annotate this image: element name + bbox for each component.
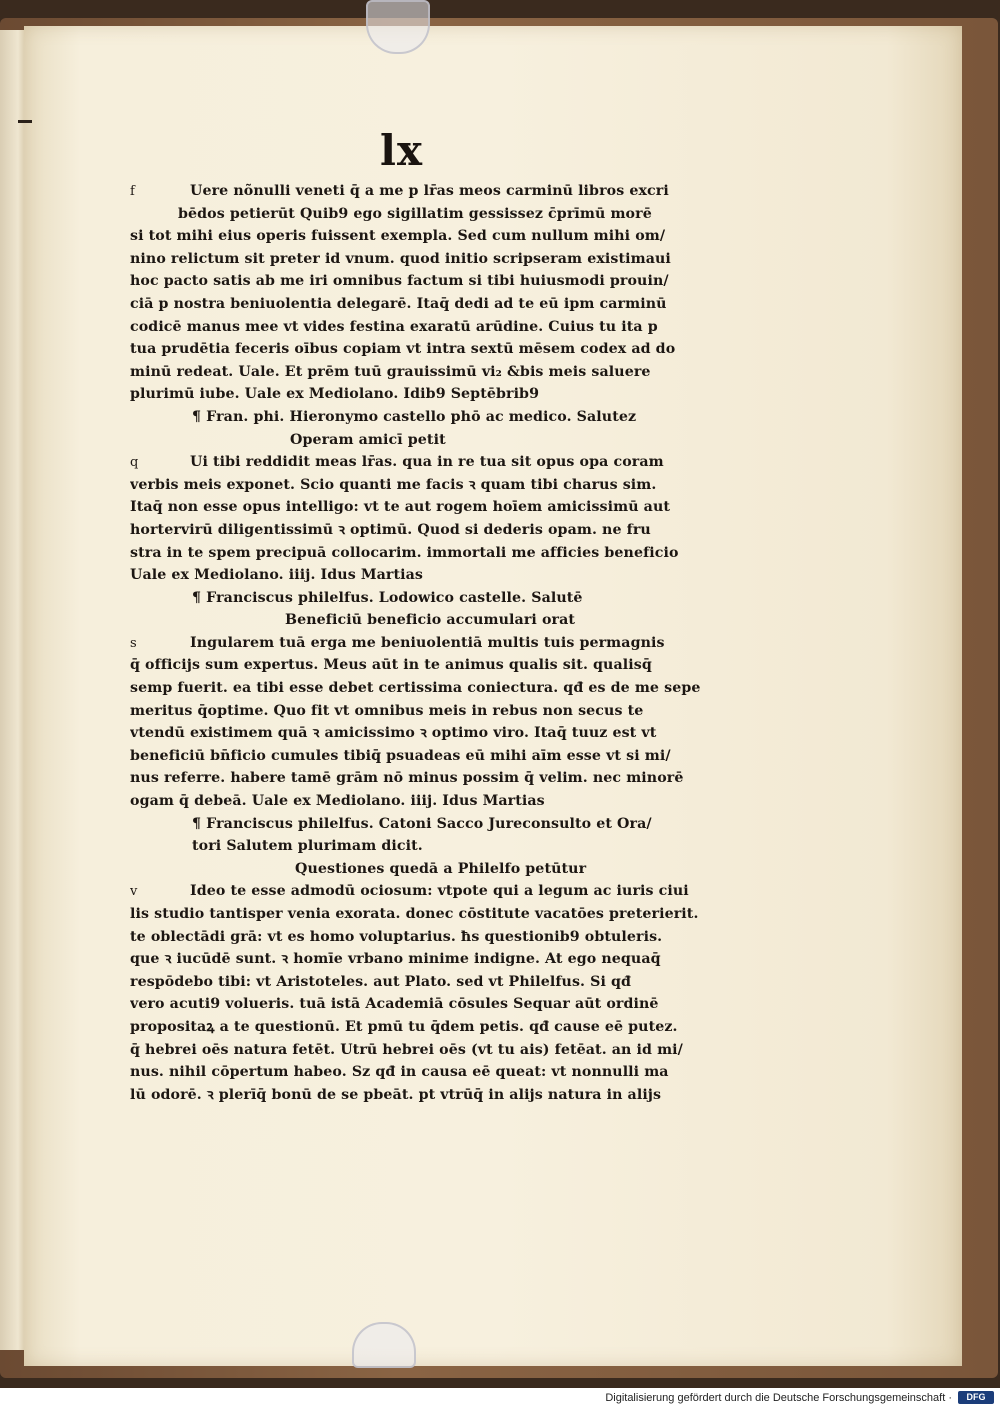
line-text: nus referre. habere tamē grām nō minus possim q̄ velim. nec minorē (130, 770, 684, 787)
text-line (130, 1039, 740, 1062)
line-text: codicē manus mee vt vides festina exaratū arūdine. Cuius tu ita p (130, 318, 658, 335)
line-text: tua prudētia feceris oībus copiam vt intra sextū mēsem codex ad do (130, 341, 676, 358)
text-line (130, 700, 740, 723)
line-text: hortervirū diligentissimū ꝛ optimū. Quod si dederis opam. ne fru (130, 521, 651, 538)
line-text: nus. nihil cōpertum habeo. Sz qđ in causa eē queat: vt nonnulli ma (130, 1064, 669, 1081)
line-text: q̄ officijs sum expertus. Meus aūt in te animus qualis sit. qualisq̄ (130, 657, 652, 674)
line-text: si tot mihi eius operis fuissent exempla. Sed cum nullum mihi om/ (130, 228, 666, 245)
line-text: minū redeat. Uale. Et prēm tuū grauissimū vi₂ &bis meis saluere (130, 363, 651, 380)
text-line (130, 316, 740, 339)
guide-letter: f (130, 184, 135, 199)
line-text: propositaꝝ a te questionū. Et pmū tu q̄dem petis. qđ cause eē putez. (130, 1018, 678, 1035)
line-text: ¶ Fran. phi. Hieronymo castello phō ac medico. Salutez (192, 408, 637, 425)
line-text: q̄ hebrei oēs natura fetēt. Utrū hebrei oēs (vt tu ais) fetēat. an id mi/ (130, 1041, 683, 1058)
text-line (130, 1084, 740, 1107)
page-clip-top (366, 0, 430, 54)
text-line (130, 677, 740, 700)
line-text: vtendū existimem quā ꝛ amicissimo ꝛ optimo viro. Itaq̄ tuuz est vt (130, 725, 657, 742)
text-line (130, 248, 740, 271)
text-line (130, 609, 740, 632)
page-text (130, 180, 740, 1106)
line-text: Beneficiū beneficio accumulari orat (285, 612, 576, 629)
line-text: meritus q̄optime. Quo fit vt omnibus meis in rebus non secus te (130, 702, 644, 719)
line-text: Ideo te esse admodū ociosum: vtpote qui a legum ac iuris ciui (190, 883, 689, 900)
line-text: semp fuerit. ea tibi esse debet certissima coniectura. qđ es de me sepe (130, 680, 701, 697)
text-line (130, 903, 740, 926)
line-text: beneficiū bn̄ficio cumules tibiq̄ psuadeas eū mihi aīm esse vt si mi/ (130, 747, 671, 764)
text-line (130, 564, 740, 587)
text-line (130, 858, 740, 881)
text-line (130, 880, 740, 903)
line-text: Ui tibi reddidit meas lr̄as. qua in re tua sit opus opa coram (190, 454, 664, 471)
text-line (130, 203, 740, 226)
text-line (130, 383, 740, 406)
text-line (130, 971, 740, 994)
line-text: tori Salutem plurimam dicit. (192, 838, 423, 855)
dfg-logo: DFG (958, 1391, 994, 1404)
text-line (130, 361, 740, 384)
line-text: respōdebo tibi: vt Aristoteles. aut Plato. sed vt Philelfus. Si qđ (130, 973, 632, 990)
text-line (130, 948, 740, 971)
text-line (130, 270, 740, 293)
text-line (130, 406, 740, 429)
line-text: plurimū iube. Uale ex Mediolano. Idib9 Septēbrib9 (130, 386, 540, 403)
line-text: Questiones quedā a Philelfo petūtur (295, 860, 587, 877)
text-line (130, 338, 740, 361)
line-text: vero acuti9 volueris. tuā istā Academiā cōsules Sequar aūt ordinē (130, 996, 659, 1013)
line-text: Ingularem tuā erga me beniuolentiā multis tuis permagnis (190, 634, 665, 651)
line-text: ¶ Franciscus philelfus. Catoni Sacco Jureconsulto et Ora/ (192, 815, 652, 832)
line-text: bēdos petierūt Quib9 ego sigillatim gessissez c̄prīmū morē (178, 205, 652, 222)
text-line (130, 745, 740, 768)
funding-notice: Digitalisierung gefördert durch die Deutsche Forschungsgemeinschaft · (605, 1392, 952, 1404)
line-text: lū odorē. ꝛ plerīq̄ bonū de se pbeāt. pt vtrūq̄ in alijs natura in alijs (130, 1086, 662, 1103)
text-line (130, 993, 740, 1016)
line-text: Operam amicī petit (290, 431, 446, 448)
text-line (130, 835, 740, 858)
text-line (130, 1016, 740, 1039)
text-line (130, 519, 740, 542)
line-text: ciā p nostra beniuolentia delegarē. Itaq̄ dedi ad te eū ipm carminū (130, 295, 667, 312)
text-line (130, 767, 740, 790)
folio-number: lx (380, 126, 423, 175)
text-line (130, 180, 740, 203)
line-text: te oblectādi grā: vt es homo voluptarius. ħs questionib9 obtuleris. (130, 928, 663, 945)
margin-mark (18, 120, 32, 123)
line-text: ¶ Franciscus philelfus. Lodowico castelle. Salutē (192, 589, 583, 606)
line-text: nino relictum sit preter id vnum. quod initio scripseram existimaui (130, 250, 671, 267)
text-line (130, 790, 740, 813)
text-line (130, 474, 740, 497)
line-text: que ꝛ iucūdē sunt. ꝛ homīe vrbano minime indigne. At ego nequaq̄ (130, 951, 661, 968)
text-line (130, 293, 740, 316)
line-text: verbis meis exponet. Scio quanti me facis ꝛ quam tibi charus sim. (130, 476, 657, 493)
text-line (130, 632, 740, 655)
text-line (130, 654, 740, 677)
guide-letter: q (130, 455, 139, 471)
text-line (130, 225, 740, 248)
text-line (130, 1061, 740, 1084)
line-text: ogam q̄ debeā. Uale ex Mediolano. iiij. Idus Martias (130, 793, 545, 810)
guide-letter: v (130, 884, 138, 900)
text-line (130, 542, 740, 565)
line-text: Itaq̄ non esse opus intelligo: vt te aut rogem hoīem amicissimū aut (130, 499, 671, 516)
text-line (130, 429, 740, 452)
text-line (130, 926, 740, 949)
line-text: stra in te spem precipuā collocarim. immortali me afficies beneficio (130, 544, 679, 561)
text-line (130, 451, 740, 474)
guide-letter: s (130, 635, 137, 651)
text-line (130, 587, 740, 610)
line-text: hoc pacto satis ab me iri omnibus factum si tibi huiusmodi prouin/ (130, 273, 669, 290)
footer-bar (0, 1388, 1000, 1408)
text-line (130, 496, 740, 519)
text-line (130, 722, 740, 745)
line-text: Uere nõnulli veneti q̄ a me p lr̄as meos carminū libros excri (190, 183, 669, 199)
text-line (130, 813, 740, 836)
line-text: Uale ex Mediolano. iiij. Idus Martias (130, 567, 424, 584)
line-text: lis studio tantisper venia exorata. donec cōstitute vacatōes preterierit. (130, 906, 699, 922)
